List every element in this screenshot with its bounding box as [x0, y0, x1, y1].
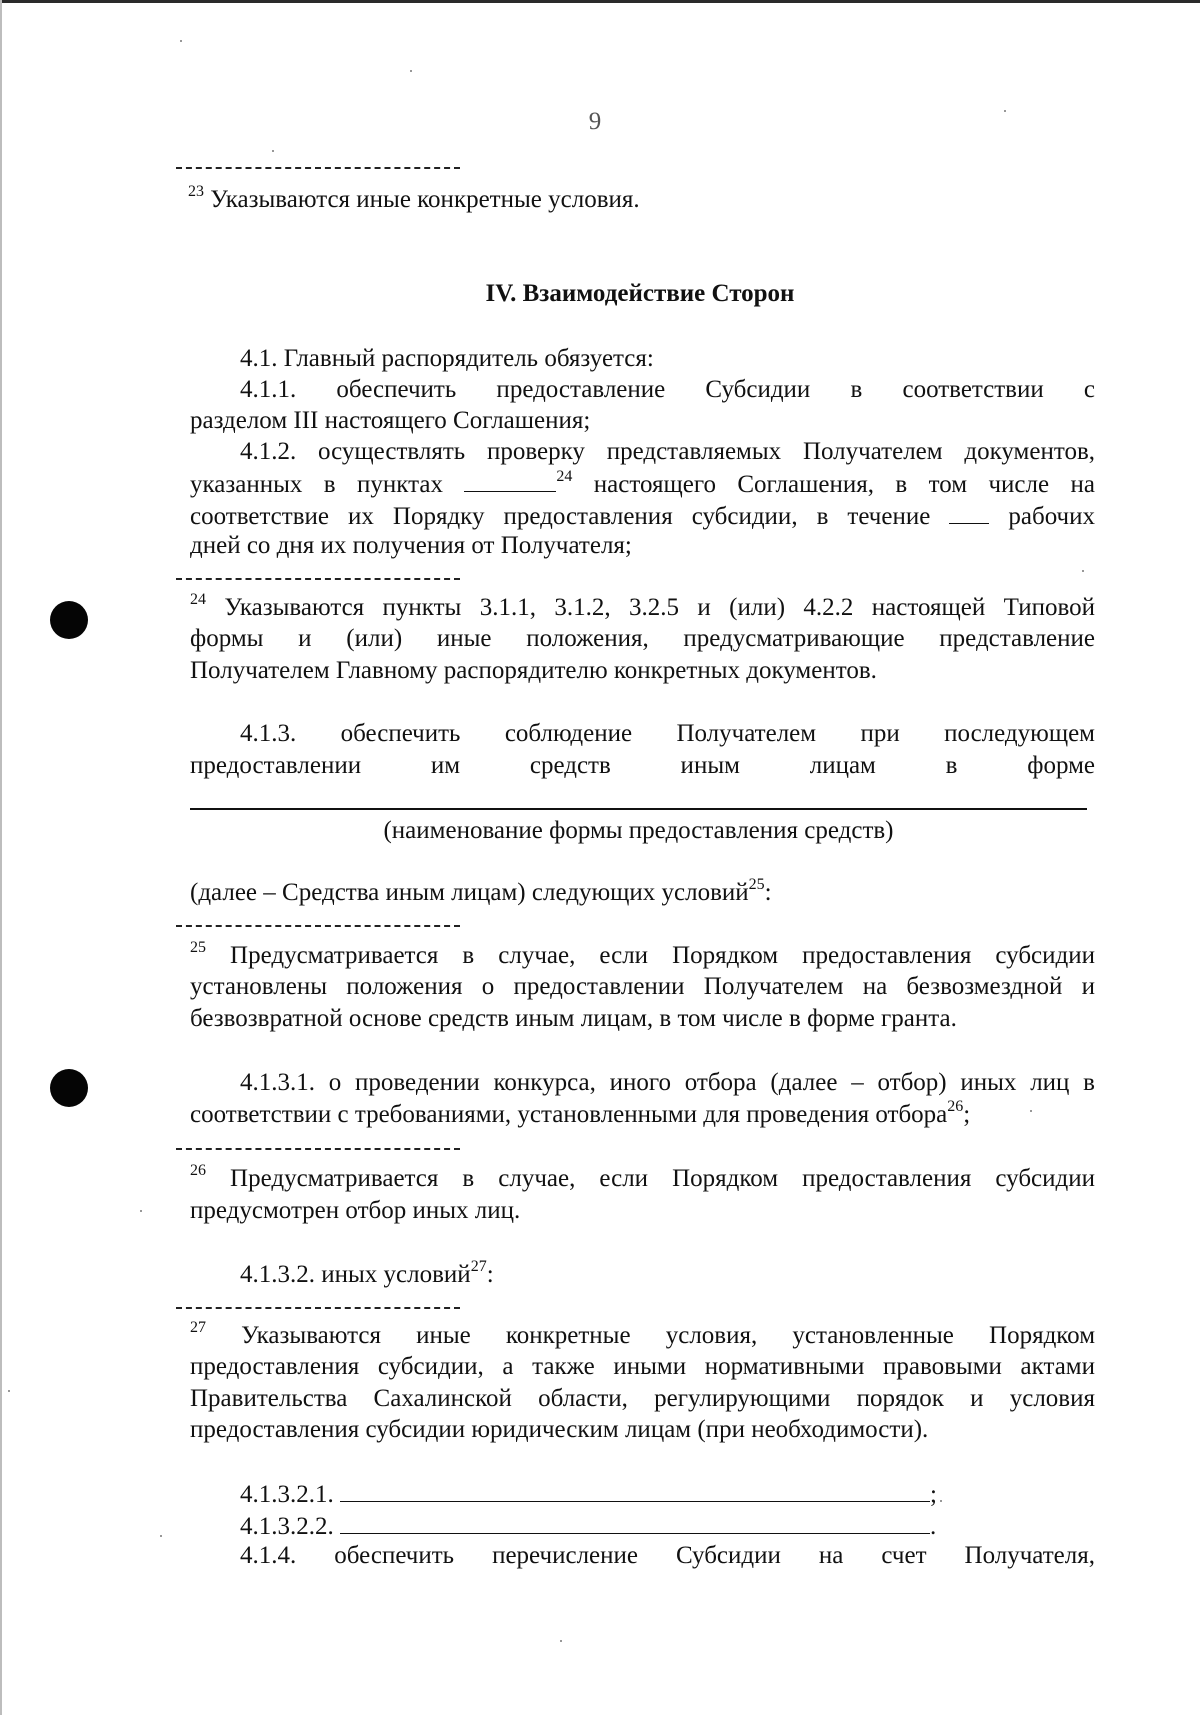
scan-speck — [180, 40, 182, 42]
clause-4-1-1-line: 4.1.1. обеспечить предоставление Субсидии в соответствии с — [240, 376, 1095, 403]
clause-4-1-2-line: дней со дня их получения от Получателя; — [190, 532, 632, 559]
line-text: указанных в пунктах — [190, 471, 443, 498]
scan-speck — [940, 1500, 942, 1502]
footnote-26-line — [190, 1163, 1095, 1195]
footnote-text: Указываются иные конкретные условия. — [210, 186, 640, 213]
footnote-separator — [176, 1307, 460, 1309]
footnote-24-line: формы и (или) иные положения, предусматривающие представление — [190, 625, 1095, 652]
footnote-text: Предусматривается в случае, если Порядком предоставления субсидии — [230, 942, 1096, 969]
clause-4-1-1-line: разделом III настоящего Соглашения; — [190, 407, 591, 434]
footnote-text: Указываются пункты 3.1.1, 3.1.2, 3.2.5 и (или) 4.2.2 настоящей Типовой — [224, 594, 1095, 621]
clause-4-1-3-line: предоставлении им средств иным лицам в форме — [190, 752, 1095, 779]
form-name-caption: (наименование формы предоставления средств) — [383, 817, 894, 844]
footnote-mark: 25 — [190, 938, 206, 956]
footnote-mark: 26 — [190, 1161, 206, 1179]
line-punct: ; — [963, 1101, 971, 1128]
line-text: (далее – Средства иным лицам) следующих условий — [190, 879, 749, 906]
footnote-separator — [176, 925, 460, 927]
line-text: настоящего Соглашения, в том числе на — [593, 471, 1095, 498]
clause-4-1-2-line: 4.1.2. осуществлять проверку представляемых Получателем документов, — [240, 438, 1095, 465]
scan-speck — [560, 1640, 562, 1642]
footnote-26-line: предусмотрен отбор иных лиц. — [190, 1197, 521, 1224]
scan-speck — [1082, 570, 1084, 572]
line-text: соответствии с требованиями, установленными для проведения отбора — [190, 1101, 948, 1128]
punch-hole-icon — [50, 601, 88, 639]
line-text: рабочих — [1008, 503, 1096, 530]
footnote-mark: 24 — [190, 590, 206, 608]
clause-4-1-4-line: 4.1.4. обеспечить перечисление Субсидии на счет Получателя, — [240, 1542, 1095, 1569]
scan-top-border — [0, 0, 1200, 3]
clause-4-1-3-2-2 — [240, 1509, 936, 1543]
line-text: 4.1.3.2.1. — [240, 1481, 334, 1508]
line-text: соответствие их Порядку предоставления субсидии, в течение — [190, 503, 931, 530]
scan-speck — [1004, 110, 1006, 112]
footnote-23 — [188, 184, 640, 216]
line-punct: . — [930, 1513, 937, 1540]
blank-field — [949, 499, 989, 524]
clause-4-1-2-line — [190, 499, 1095, 533]
footnote-text: Указываются иные конкретные условия, установленные Порядком — [241, 1322, 1096, 1349]
line-punct: : — [764, 879, 772, 906]
footnote-mark: 24 — [556, 467, 573, 485]
footnote-mark: 25 — [748, 875, 765, 893]
page-number: 9 — [588, 108, 602, 135]
footnote-text: Предусматривается в случае, если Порядком предоставления субсидии — [230, 1165, 1096, 1192]
line-text: 4.1.3.2.2. — [240, 1513, 334, 1540]
footnote-27-line: Правительства Сахалинской области, регулирующими порядок и условия — [190, 1385, 1095, 1412]
form-name-blank-line — [190, 808, 1087, 810]
footnote-separator — [176, 167, 460, 169]
scan-speck — [1030, 1110, 1032, 1112]
blank-field — [340, 1477, 930, 1502]
footnote-27-line: предоставления субсидии, а также иными нормативными правовыми актами — [190, 1353, 1095, 1380]
section-title: IV. Взаимодействие Сторон — [485, 280, 795, 307]
footnote-25-line — [190, 940, 1095, 972]
blank-field — [340, 1509, 930, 1534]
clause-4-1-3-line: 4.1.3. обеспечить соблюдение Получателем при последующем — [240, 720, 1095, 747]
scan-speck — [410, 70, 412, 72]
line-punct: ; — [930, 1481, 937, 1508]
clause-4-1-3-line — [190, 877, 772, 909]
footnote-mark: 26 — [947, 1097, 964, 1115]
footnote-24-line: Получателем Главному распорядителю конкретных документов. — [190, 657, 877, 684]
clause-4-1-3-1-line: 4.1.3.1. о проведении конкурса, иного отбора (далее – отбор) иных лиц в — [240, 1069, 1095, 1096]
scan-speck — [8, 1390, 10, 1392]
footnote-27-line: предоставления субсидии юридическим лицам (при необходимости). — [190, 1416, 929, 1443]
footnote-mark: 27 — [190, 1318, 206, 1336]
scan-speck — [272, 150, 274, 152]
clause-4-1-2-line — [190, 467, 1095, 501]
line-text: 4.1.3.2. иных условий — [240, 1261, 471, 1288]
blank-field — [464, 467, 556, 492]
clause-4-1-3-2 — [240, 1259, 494, 1291]
clause-4-1: 4.1. Главный распорядитель обязуется: — [240, 345, 654, 372]
footnote-mark: 27 — [470, 1257, 487, 1275]
line-punct: : — [486, 1261, 494, 1288]
footnote-separator — [176, 1148, 460, 1150]
punch-hole-icon — [50, 1069, 88, 1107]
footnote-separator — [176, 578, 460, 580]
scan-left-edge — [0, 0, 2, 1715]
footnote-25-line: установлены положения о предоставлении Получателем на безвозмездной и — [190, 973, 1095, 1000]
scan-speck — [140, 1210, 142, 1212]
footnote-24-line — [190, 592, 1095, 624]
scan-speck — [160, 1535, 162, 1537]
footnote-27-line — [190, 1320, 1095, 1352]
clause-4-1-3-2-1 — [240, 1477, 937, 1511]
footnote-mark: 23 — [188, 182, 204, 200]
clause-4-1-3-1-line — [190, 1099, 970, 1131]
footnote-25-line: безвозвратной основе средств иным лицам, в том числе в форме гранта. — [190, 1005, 957, 1032]
